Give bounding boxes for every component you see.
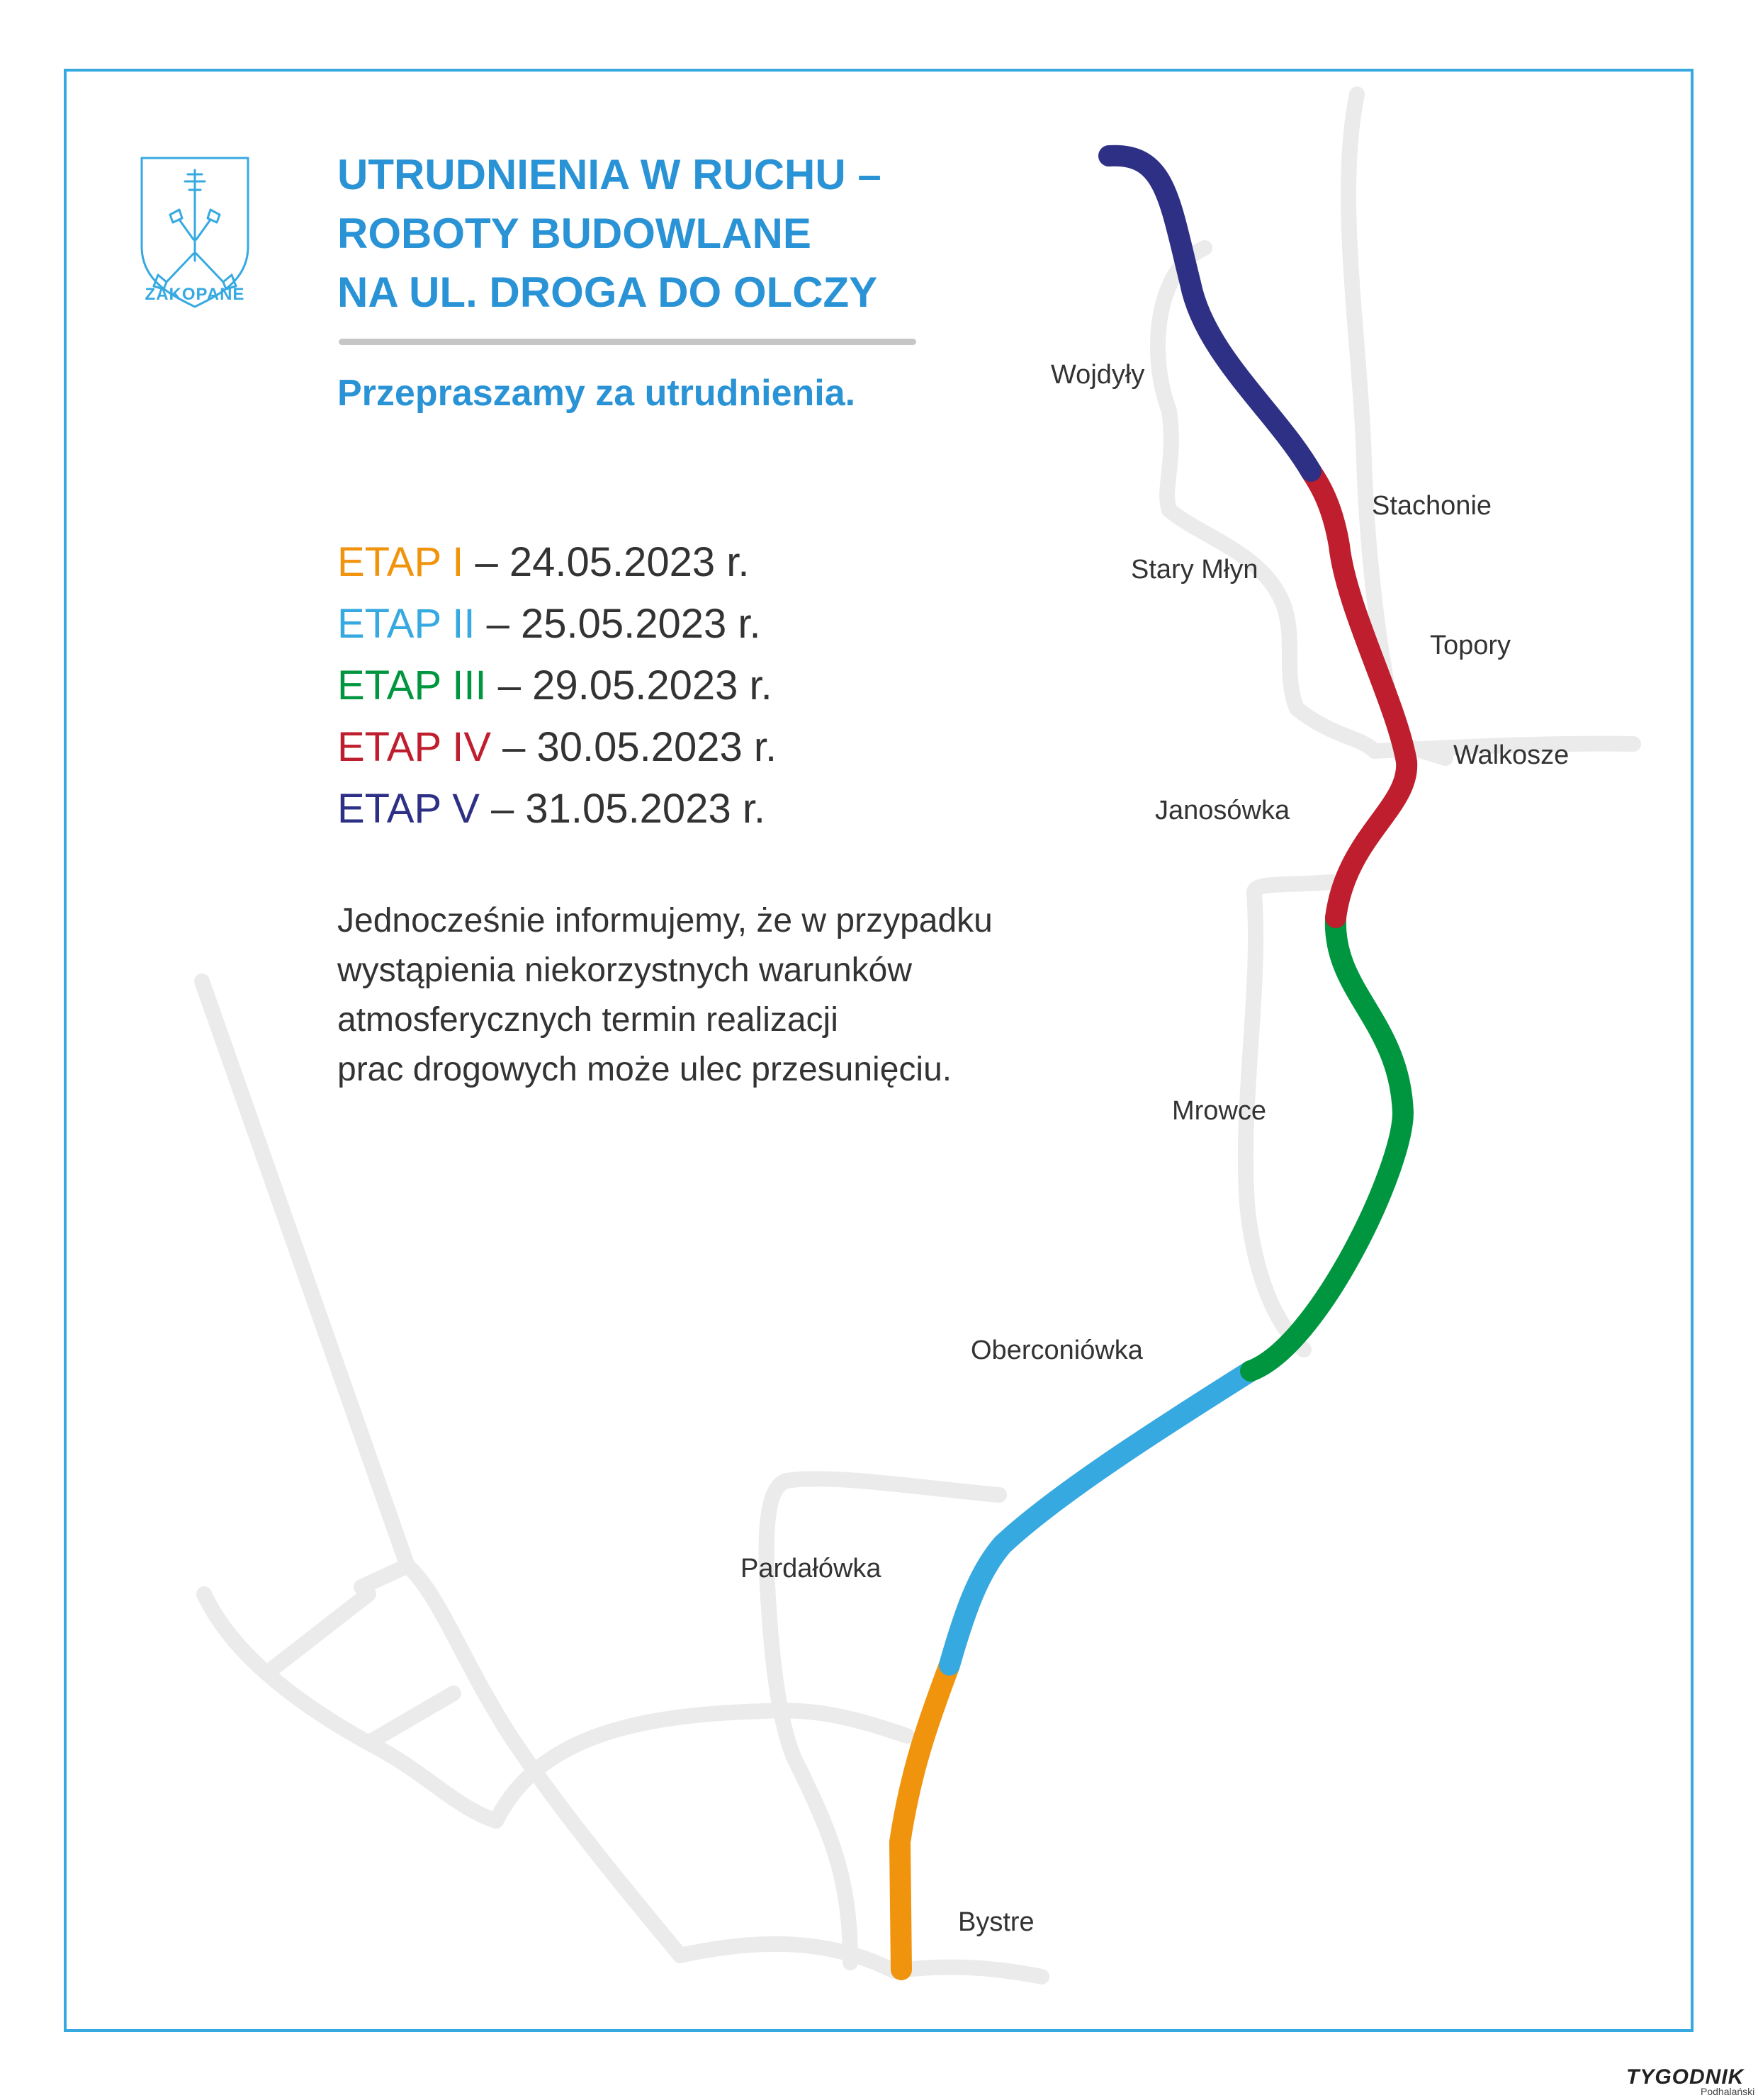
stage-label: ETAP II	[337, 601, 475, 647]
notice-line: prac drogowych może ulec przesunięciu.	[337, 1051, 952, 1088]
stage-date: – 24.05.2023 r.	[463, 539, 750, 585]
notice-line: Jednocześnie informujemy, że w przypadku	[337, 902, 993, 939]
stage-item	[337, 593, 777, 655]
place-label-janosowka: Janosówka	[1155, 796, 1290, 825]
route-stage-1	[900, 1665, 950, 1970]
stage-date: – 25.05.2023 r.	[475, 601, 761, 647]
place-label-pardalowka: Pardałówka	[740, 1554, 881, 1584]
stage-date: – 29.05.2023 r.	[486, 662, 772, 709]
title-line: NA UL. DROGA DO OLCZY	[337, 269, 878, 316]
title-divider	[339, 339, 916, 345]
title-line: ROBOTY BUDOWLANE	[337, 210, 811, 257]
place-label-stachonie: Stachonie	[1372, 491, 1492, 521]
watermark-subtitle: Podhalański	[1701, 2086, 1755, 2097]
notice-line: atmosferycznych termin realizacji	[337, 1001, 838, 1039]
stage-item	[337, 778, 777, 840]
place-label-stary-mlyn: Stary Młyn	[1131, 555, 1258, 585]
stage-date: – 30.05.2023 r.	[491, 724, 777, 770]
route-stage-4	[1311, 471, 1407, 918]
notice-line: wystąpienia niekorzystnych warunków	[337, 952, 913, 989]
page-title	[337, 145, 881, 322]
stage-list	[337, 531, 777, 840]
place-label-oberconiowka: Oberconiówka	[971, 1336, 1143, 1365]
stage-item	[337, 655, 777, 716]
stage-label: ETAP I	[337, 539, 464, 585]
stage-label: ETAP V	[337, 786, 480, 832]
stage-date: – 31.05.2023 r.	[479, 786, 766, 832]
stage-item	[337, 716, 777, 778]
stage-label: ETAP IV	[337, 724, 492, 770]
title-line: UTRUDNIENIA W RUCHU –	[337, 151, 881, 198]
background-road	[273, 1594, 453, 1743]
route-stage-2	[950, 1371, 1251, 1665]
stage-label: ETAP III	[337, 662, 487, 709]
logo-caption: ZAKOPANE	[145, 285, 245, 304]
route-stage-5	[1109, 156, 1311, 471]
place-label-walkosze: Walkosze	[1453, 740, 1570, 770]
background-road	[1158, 248, 1375, 751]
stage-item	[337, 531, 777, 593]
place-label-bystre: Bystre	[958, 1907, 1035, 1937]
weather-notice	[337, 896, 993, 1095]
place-label-wojdyly: Wojdyły	[1051, 360, 1145, 390]
watermark-logo: TYGODNIK	[1626, 2065, 1745, 2089]
place-label-topory: Topory	[1430, 631, 1511, 660]
apology-subtitle: Przepraszamy za utrudnienia.	[337, 373, 856, 414]
place-label-mrowce: Mrowce	[1172, 1096, 1267, 1126]
background-road	[680, 1944, 1042, 1977]
